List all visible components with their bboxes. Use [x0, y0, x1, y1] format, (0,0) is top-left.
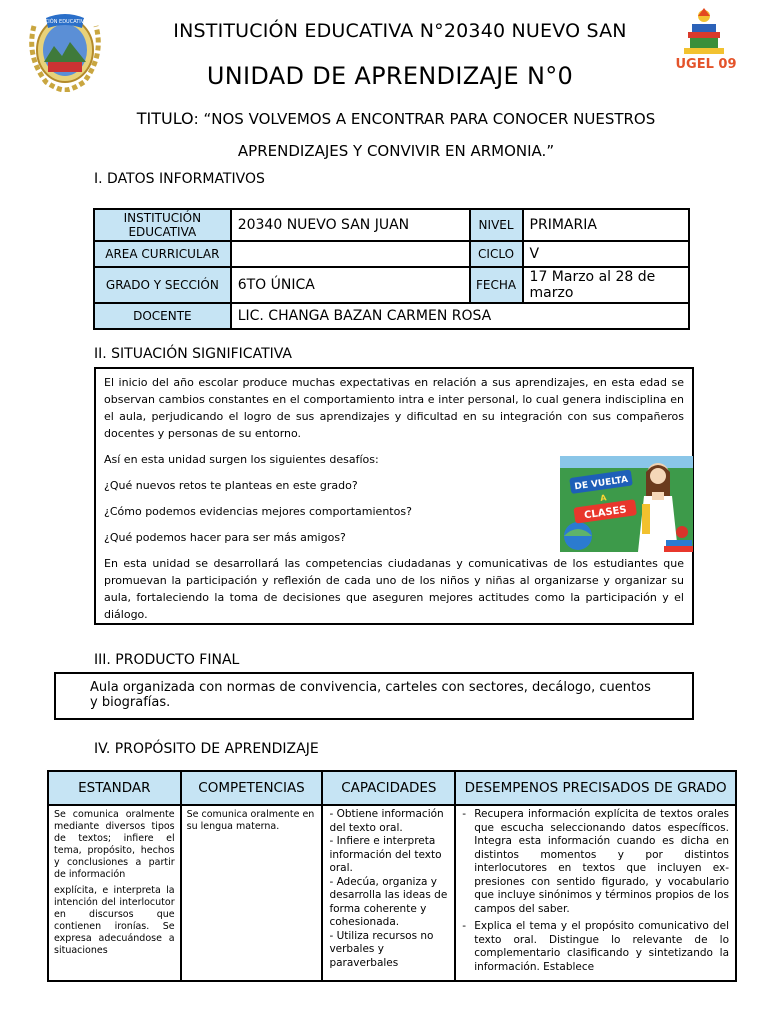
institucion-label: INSTITUCIÓN EDUCATIVA — [94, 209, 231, 241]
competencia-cell — [181, 805, 323, 981]
left-logo-text: INSTITUCIÓN EDUCATIVA 20340 — [25, 19, 105, 25]
section-situacion-heading: II. SITUACIÓN SIGNIFICATIVA — [94, 346, 293, 362]
titulo-line-1 — [96, 109, 696, 128]
col-competencias: COMPETENCIAS — [181, 771, 323, 805]
desempeno-text: Explica el tema y el propósito comunicativo del texto oral. Distingue lo relevante de lo complementario clasificando y sintetizando la información. Establece — [474, 920, 729, 973]
desempeno-item — [462, 920, 729, 974]
ugel-logo — [676, 6, 738, 82]
section-datos-heading: I. DATOS INFORMATIVOS — [94, 171, 265, 187]
image-text-1: DE VUELTA — [573, 475, 629, 493]
datos-table — [93, 208, 690, 330]
docente-value: LIC. CHANGA BAZAN CARMEN ROSA — [231, 303, 689, 329]
section-producto-heading: III. PRODUCTO FINAL — [94, 652, 240, 668]
capacidad-item: - Obtiene información del texto oral. — [329, 808, 444, 834]
ciclo-value: V — [523, 241, 689, 267]
competencia-text: Se comunica oralmente en su lengua materna. — [186, 809, 315, 832]
situacion-question-2: ¿Cómo podemos evidencias mejores comportamientos? — [104, 505, 412, 518]
unit-title: UNIDAD DE APRENDIZAJE N°0 — [206, 62, 574, 90]
col-capacidades: CAPACIDADES — [322, 771, 455, 805]
producto-box — [54, 672, 694, 720]
producto-text: Aula organizada con normas de convivencia, carteles con sectores, decálogo, cuentos y biografías. — [90, 680, 651, 710]
institucion-value: 20340 NUEVO SAN JUAN — [231, 209, 470, 241]
proposito-table — [47, 770, 737, 982]
capacidad-item: - Infiere e interpreta información del texto oral. — [329, 835, 442, 874]
grado-label: GRADO Y SECCIÓN — [94, 267, 231, 303]
back-to-school-image — [560, 456, 693, 552]
area-label: AREA CURRICULAR — [94, 241, 231, 267]
nivel-value: PRIMARIA — [523, 209, 689, 241]
fecha-value: 17 Marzo al 28 de marzo — [523, 267, 689, 303]
desempeno-text: Recupera información explícita de textos orales que escucha seleccionando datos específicos. Integra esta información cuando es dicha en distintos momentos y por distintos interlocutores en textos que incluyen ex-presiones con sentido figurado, y vocabulario que incluye sinónimos y términos propios de los campos del saber. — [474, 808, 729, 915]
desempeno-item — [462, 808, 729, 916]
area-value — [231, 241, 470, 267]
estandar-text-1: Se comunica oralmente mediante diversos tipos de textos; infiere el tema, propósito, hechos y conclusiones a partir de información — [54, 809, 175, 880]
situacion-question-3: ¿Qué podemos hacer para ser más amigos? — [104, 531, 346, 544]
titulo-line-2: APRENDIZAJES Y CONVIVIR EN ARMONIA.” — [237, 142, 555, 160]
col-estandar: ESTANDAR — [48, 771, 181, 805]
nivel-label: NIVEL — [470, 209, 523, 241]
right-logo-text: UGEL 09 — [676, 57, 737, 72]
col-desempenos: DESEMPENOS PRECISADOS DE GRADO — [455, 771, 736, 805]
image-text-3: CLASES — [583, 504, 628, 522]
estandar-cell — [48, 805, 181, 981]
situacion-paragraph-2: Así en esta unidad surgen los siguientes desafíos: — [104, 453, 379, 466]
docente-label: DOCENTE — [94, 303, 231, 329]
image-text-2: A — [599, 493, 608, 503]
section-proposito-heading: IV. PROPÓSITO DE APRENDIZAJE — [94, 741, 319, 757]
institution-logo — [24, 6, 106, 92]
titulo-text-1: : “NOS VOLVEMOS A ENCONTRAR PARA CONOCER NUESTROS — [193, 110, 656, 128]
titulo-label: TITULO — [136, 109, 194, 128]
situacion-question-1: ¿Qué nuevos retos te planteas en este grado? — [104, 479, 358, 492]
estandar-text-2: explícita, e interpreta la intención del interlocutor en discursos que contienen ironías. Se expresa adecuándose a situaciones — [54, 885, 175, 956]
desempeno-dash: - — [462, 808, 467, 820]
ciclo-label: CICLO — [470, 241, 523, 267]
situacion-paragraph-1: El inicio del año escolar produce muchas expectativas en relación a sus aprendizajes, en esta edad se observan cambios constantes en el comportamiento intra e inter personal, lo cual genera indisciplina en el aula, perjudicando el logro de sus aprendizajes y dificultad en su integración con sus compañeros docentes y personas de su entorno. — [104, 376, 684, 440]
fecha-label: FECHA — [470, 267, 523, 303]
situacion-paragraph-3: En esta unidad se desarrollará las competencias ciudadanas y comunicativas de los estudiantes que promuevan la participación y reflexión de cada uno de los niños y niñas al organizarse y organizar su aula, fortaleciendo la toma de decisiones que aseguren mejores actitudes como la participación y el diálogo. — [104, 557, 684, 621]
capacidad-item: - Utiliza recursos no verbales y paraverbales — [329, 929, 434, 969]
desempenos-cell — [455, 805, 736, 981]
institution-title: INSTITUCIÓN EDUCATIVA N°20340 NUEVO SAN — [173, 20, 627, 42]
capacidades-cell — [322, 805, 455, 981]
desempeno-dash: - — [462, 920, 467, 932]
capacidad-item: - Adecúa, organiza y desarrolla las ideas de forma coherente y cohesionada. — [329, 875, 448, 928]
grado-value: 6TO ÚNICA — [231, 267, 470, 303]
